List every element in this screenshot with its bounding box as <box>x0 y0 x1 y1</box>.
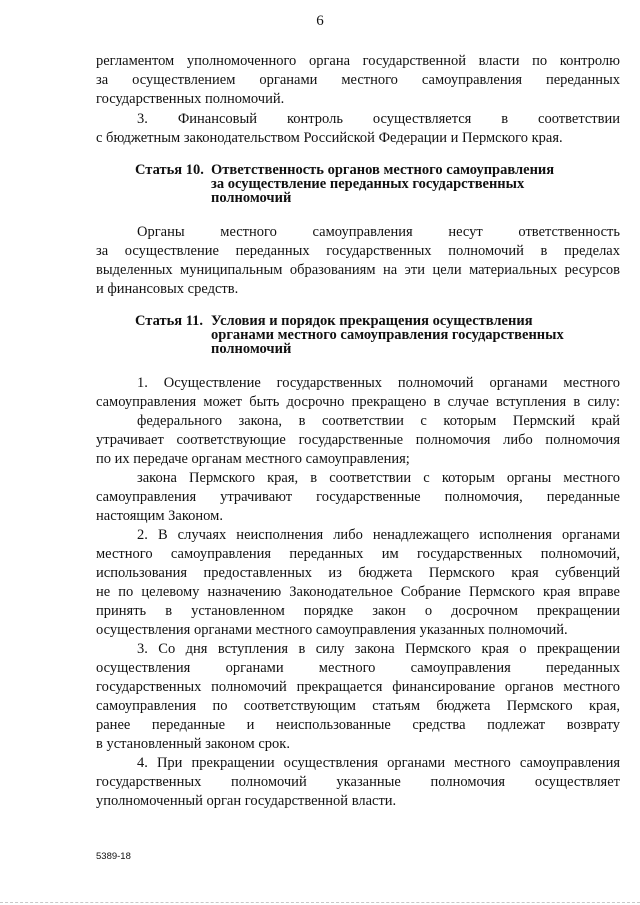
article-title-line: полномочий <box>211 190 292 206</box>
text-line: не по целевому назначению Законодательное Собрание Пермского края вправе <box>96 584 620 600</box>
text-line: федерального закона, в соответствии с которым Пермский край <box>137 413 620 429</box>
text-line: местного самоуправления переданных им государственных полномочий, <box>96 546 620 562</box>
text-line: самоуправления по соответствующим статьям бюджета Пермского края, <box>96 698 620 714</box>
article-title-line: полномочий <box>211 341 292 357</box>
text-line: 4. При прекращении осуществления органами местного самоуправления <box>137 755 620 771</box>
text-line: самоуправления утрачивают государственные полномочия, переданные <box>96 489 620 505</box>
article-number: Статья 10. <box>135 162 204 178</box>
text-line: и финансовых средств. <box>96 281 239 297</box>
text-line: Органы местного самоуправления несут ответственность <box>137 224 620 240</box>
text-line: утрачивает соответствующие государственные полномочия либо полномочия <box>96 432 620 448</box>
article-title-line: Ответственность органов местного самоуправления <box>211 162 555 178</box>
text-line: в установленный законом срок. <box>96 736 290 752</box>
text-line: 3. Со дня вступления в силу закона Пермского края о прекращении <box>137 641 620 657</box>
text-line: за осуществление переданных государственных полномочий в пределах <box>96 243 620 259</box>
text-line: 3. Финансовый контроль осуществляется в соответствии <box>137 111 620 127</box>
text-line: осуществления органами местного самоуправления переданных <box>96 660 620 676</box>
text-line: регламентом уполномоченного органа государственной власти по контролю <box>96 53 620 69</box>
text-line: государственных полномочий прекращается финансирование органов местного <box>96 679 620 695</box>
text-line: за осуществлением органами местного самоуправления переданных <box>96 72 620 88</box>
text-line: закона Пермского края, в соответствии с которым органы местного <box>137 470 620 486</box>
text-line: осуществления органами местного самоуправления указанных полномочий. <box>96 622 568 638</box>
text-line: выделенных муниципальным образованиям на эти цели материальных ресурсов <box>96 262 620 278</box>
text-line: 1. Осуществление государственных полномочий органами местного <box>137 375 620 391</box>
article-number: Статья 11. <box>135 313 204 329</box>
text-line: настоящим Законом. <box>96 508 223 524</box>
text-line: самоуправления может быть досрочно прекращено в случае вступления в силу: <box>96 394 620 410</box>
text-line: государственных полномочий указанные полномочия осуществляет <box>96 774 620 790</box>
page-edge-divider <box>0 902 640 903</box>
page-number: 6 <box>316 13 324 29</box>
text-line: 2. В случаях неисполнения либо ненадлежащего исполнения органами <box>137 527 620 543</box>
text-line: ранее переданные и неиспользованные средства подлежат возврату <box>96 717 620 733</box>
article-title-line: Условия и порядок прекращения осуществления <box>211 313 533 329</box>
text-line: принять в установленном порядке закон о досрочном прекращении <box>96 603 620 619</box>
article-title-line: за осуществление переданных государственных <box>211 176 525 192</box>
text-line: использования предоставленных из бюджета Пермского края субвенций <box>96 565 620 581</box>
text-line: государственных полномочий. <box>96 91 285 107</box>
text-line: по их передаче органам местного самоуправления; <box>96 451 410 467</box>
article-title-line: органами местного самоуправления государственных <box>211 327 564 343</box>
document-code: 5389-18 <box>96 851 131 862</box>
text-line: с бюджетным законодательством Российской Федерации и Пермского края. <box>96 130 563 146</box>
text-line: уполномоченный орган государственной власти. <box>96 793 397 809</box>
